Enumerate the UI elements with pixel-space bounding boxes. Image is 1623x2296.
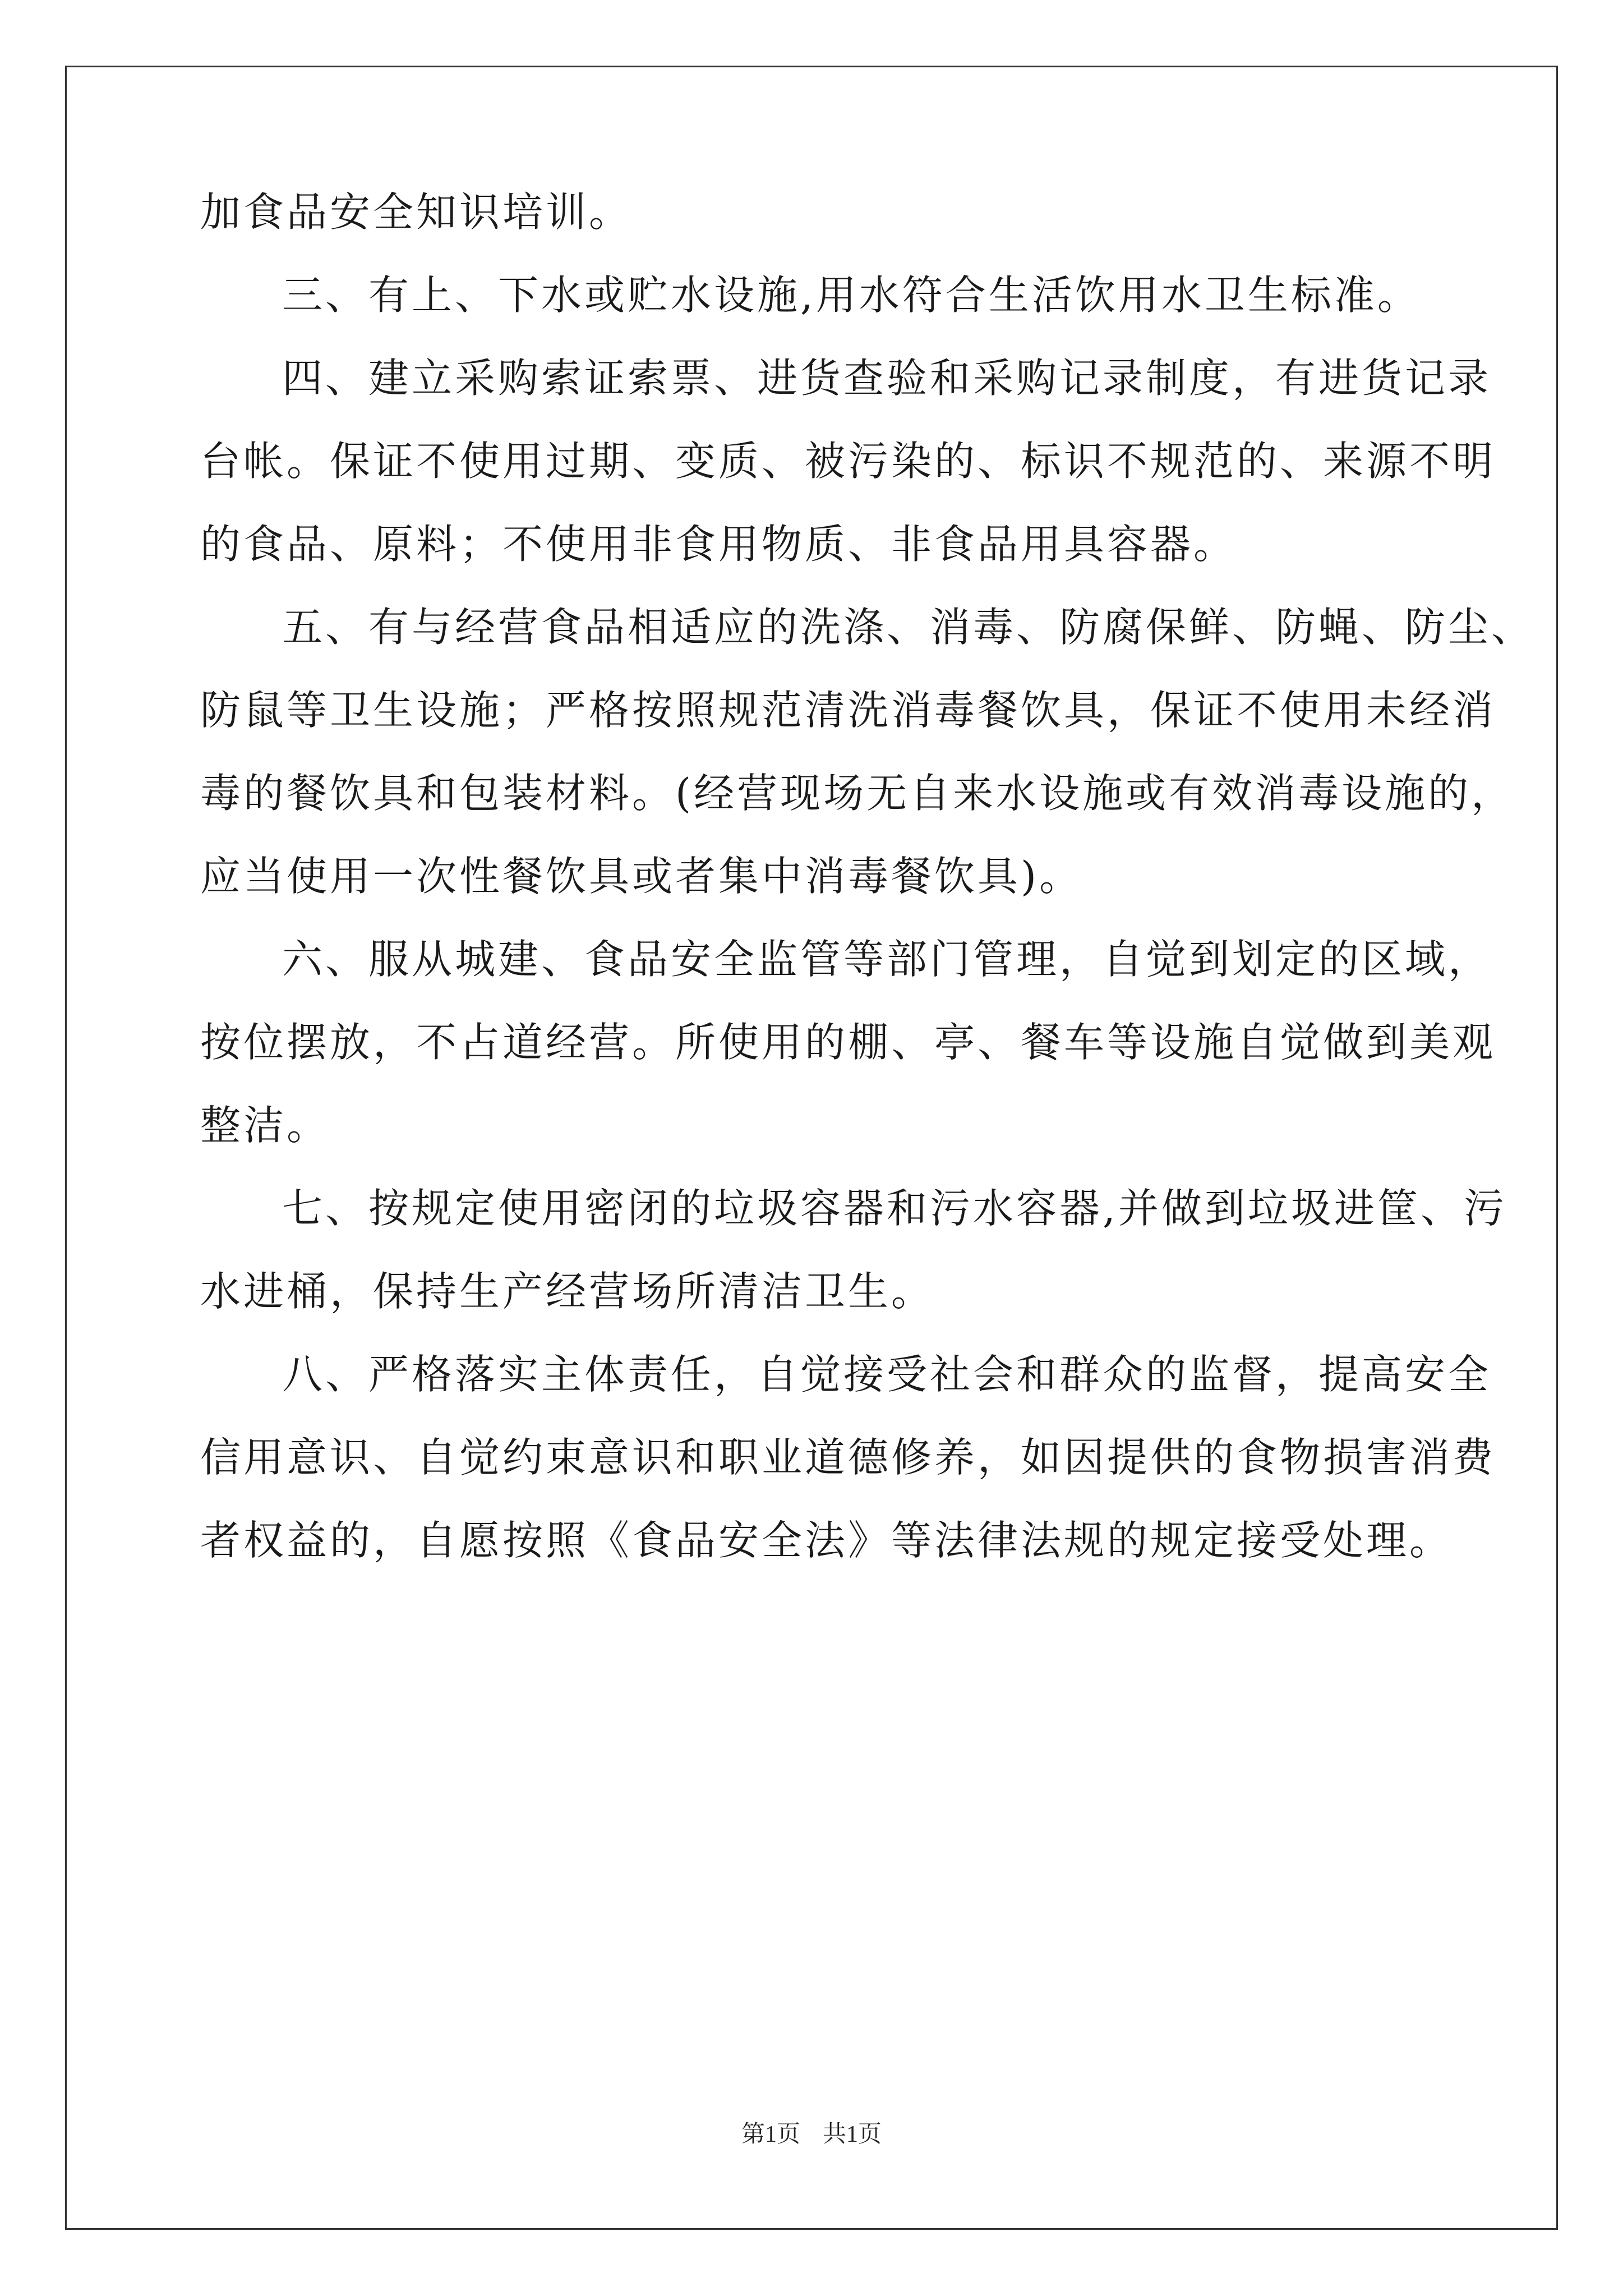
text-line: 八、严格落实主体责任，自觉接受社会和群众的监督，提高安全 (282, 1351, 1492, 1398)
text-line: 七、按规定使用密闭的垃圾容器和污水容器,并做到垃圾进筐、污 (282, 1185, 1507, 1232)
text-line: 加食品安全知识培训。 (200, 188, 633, 236)
text-line: 台帐。保证不使用过期、变质、被污染的、标识不规范的、来源不明 (200, 438, 1496, 485)
page-number: 第1页 (741, 2122, 800, 2147)
text-line: 毒的餐饮具和包装材料。(经营现场无自来水设施或有效消毒设施的， (200, 770, 1515, 817)
page-total: 共1页 (823, 2122, 882, 2147)
text-line: 整洁。 (200, 1102, 330, 1149)
page-footer (0, 2120, 1623, 2148)
text-line: 四、建立采购索证索票、进货查验和采购记录制度，有进货记录 (282, 355, 1492, 402)
text-line: 水进桶，保持生产经营场所清洁卫生。 (200, 1268, 935, 1315)
text-line: 按位摆放，不占道经营。所使用的棚、亭、餐车等设施自觉做到美观 (200, 1019, 1496, 1066)
text-line: 的食品、原料；不使用非食用物质、非食品用具容器。 (200, 521, 1237, 568)
text-line: 五、有与经营食品相适应的洗涤、消毒、防腐保鲜、防蝇、防尘、 (282, 604, 1535, 651)
text-line: 者权益的，自愿按照《食品安全法》等法律法规的规定接受处理。 (200, 1517, 1453, 1564)
text-line: 六、服从城建、食品安全监管等部门管理，自觉到划定的区域， (282, 936, 1492, 983)
text-line: 应当使用一次性餐饮具或者集中消毒餐饮具)。 (200, 853, 1083, 900)
text-line: 信用意识、自觉约束意识和职业道德修养，如因提供的食物损害消费 (200, 1434, 1496, 1481)
text-line: 防鼠等卫生设施；严格按照规范清洗消毒餐饮具，保证不使用未经消 (200, 687, 1496, 734)
text-line: 三、有上、下水或贮水设施,用水符合生活饮用水卫生标准。 (282, 272, 1421, 319)
